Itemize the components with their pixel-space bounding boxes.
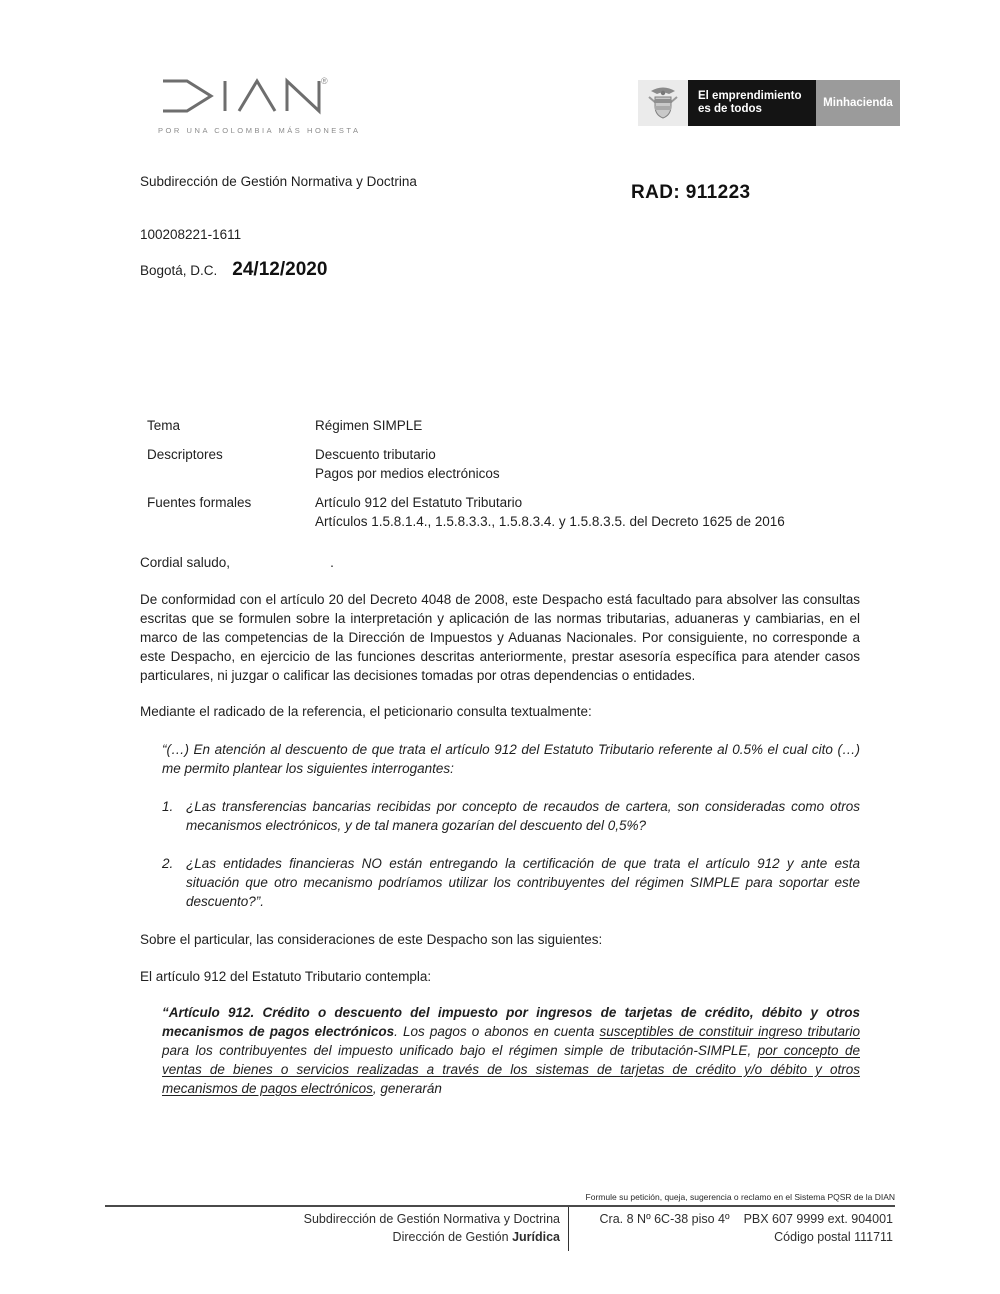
underlined-phrase: por concepto de ventas de bienes o servicios realizadas a través de los sistemas de tarjetas de crédito y/o débito y otros mecanismos de pagos electrónicos — [162, 1043, 860, 1096]
footer-postal-code: Código postal 111711 — [774, 1230, 893, 1244]
paragraph-considerations: Sobre el particular, las consideraciones de este Despacho son las siguientes: — [140, 932, 603, 947]
underlined-phrase: susceptibles de constituir ingreso tributario — [599, 1024, 860, 1039]
dian-tagline: POR UNA COLOMBIA MÁS HONESTA — [158, 126, 361, 135]
salutation: Cordial saludo, . — [140, 555, 334, 570]
paragraph-competence: De conformidad con el artículo 20 del Decreto 4048 de 2008, este Despacho está facultado para absolver las consultas escritas que se formulen sobre la interpretación y aplicación de las normas tributarias, aduaneras y cambiarias, en el marco de las competencias de la Dirección de Impuestos y Aduanas Nacionales. Por consiguiente, no corresponde a este Despacho, en ejercicio de las funciones descritas anteriormente, prestar asesoría específica para atender casos particulares, ni juzgar o calificar las decisiones tomadas por otras dependencias o entidades. — [140, 592, 860, 683]
article-quote-bold: “Artículo 912. Crédito o descuento del impuesto por ingresos de tarjetas de crédito, débito y otros mecanismos de pagos electrónicos — [162, 1005, 860, 1039]
footer-department: Subdirección de Gestión Normativa y Doctrina — [303, 1212, 560, 1226]
row-value: Descuento tributario Pagos por medios electrónicos — [315, 447, 500, 481]
rad-number: RAD: 911223 — [631, 182, 751, 203]
question-item-2 — [162, 854, 860, 911]
city-label: Bogotá, D.C. — [140, 263, 218, 278]
footer-left-column — [105, 1207, 569, 1251]
row-value: Artículo 912 del Estatuto Tributario Artículos 1.5.8.1.4., 1.5.8.3.3., 1.5.8.3.4. y 1.5.8.3.5. del Decreto 1625 de 2016 — [315, 495, 785, 529]
footer-right-column — [569, 1207, 895, 1251]
pqsr-note: Formule su petición, queja, sugerencia o reclamo en el Sistema PQSR de la DIAN — [585, 1192, 895, 1202]
department-line: Subdirección de Gestión Normativa y Doctrina — [140, 174, 417, 189]
ministry-label: Minhacienda — [816, 80, 900, 126]
page-footer — [105, 1192, 895, 1251]
registered-mark-icon: ® — [321, 76, 328, 86]
letter-content — [140, 0, 860, 1098]
salutation-period: . — [330, 555, 334, 570]
gov-slogan-line2: es de todos — [698, 103, 762, 115]
table-row — [140, 416, 860, 435]
row-label: Tema — [147, 418, 181, 433]
question-text: ¿Las transferencias bancarias recibidas por concepto de recaudos de cartera, son consideradas como otros mecanismos electrónicos, y de tal manera gozarían del descuento del 0,5%? — [186, 799, 860, 833]
question-number: 2. — [162, 856, 174, 871]
gov-slogan-line1: El emprendimiento — [698, 89, 802, 102]
table-row — [140, 493, 860, 531]
letter-date: 24/12/2020 — [232, 259, 328, 280]
row-label: Fuentes formales — [147, 495, 252, 510]
row-label: Descriptores — [147, 447, 223, 462]
footer-columns — [105, 1207, 895, 1251]
reference-table — [140, 416, 860, 531]
row-value: Régimen SIMPLE — [315, 418, 423, 433]
footer-pbx: PBX 607 9999 ext. 904001 — [743, 1212, 893, 1226]
question-item-1 — [162, 797, 860, 835]
footer-direction: Dirección de Gestión Jurídica — [392, 1230, 560, 1244]
city-date-line — [140, 257, 860, 283]
article-912-quote: “Artículo 912. Crédito o descuento del impuesto por ingresos de tarjetas de crédito, débito y otros mecanismos de pagos electrónicos. Los pagos o abonos en cuenta susceptibles de constituir ingreso tributario para los contribuyentes del impuesto unificado bajo el régimen simple de tributación-SIMPLE, por concepto de ventas de bienes o servicios realizadas a través de los sistemas de tarjetas de crédito y/o débito y otros mecanismos de pagos electrónicos, generarán — [162, 1005, 860, 1096]
file-number: 100208221-1611 — [140, 227, 242, 242]
footer-address-line — [579, 1210, 893, 1228]
question-text: ¿Las entidades financieras NO están entregando la certificación de que trata el artículo 912 y ante esta situación que otro mecanismo podríamos utilizar los contribuyentes del régimen SIMPLE para soportar este descuento?”. — [186, 856, 860, 909]
paragraph-article-lead: El artículo 912 del Estatuto Tributario contempla: — [140, 969, 432, 984]
footer-address: Cra. 8 Nº 6C-38 piso 4º — [599, 1212, 730, 1226]
petitioner-quote-intro: “(…) En atención al descuento de que trata el artículo 912 del Estatuto Tributario referente al 0.5% el cual cito (…) me permito plantear los siguientes interrogantes: — [162, 742, 860, 776]
table-row — [140, 445, 860, 483]
paragraph-intro-consulta: Mediante el radicado de la referencia, el peticionario consulta textualmente: — [140, 704, 592, 719]
question-number: 1. — [162, 799, 174, 814]
